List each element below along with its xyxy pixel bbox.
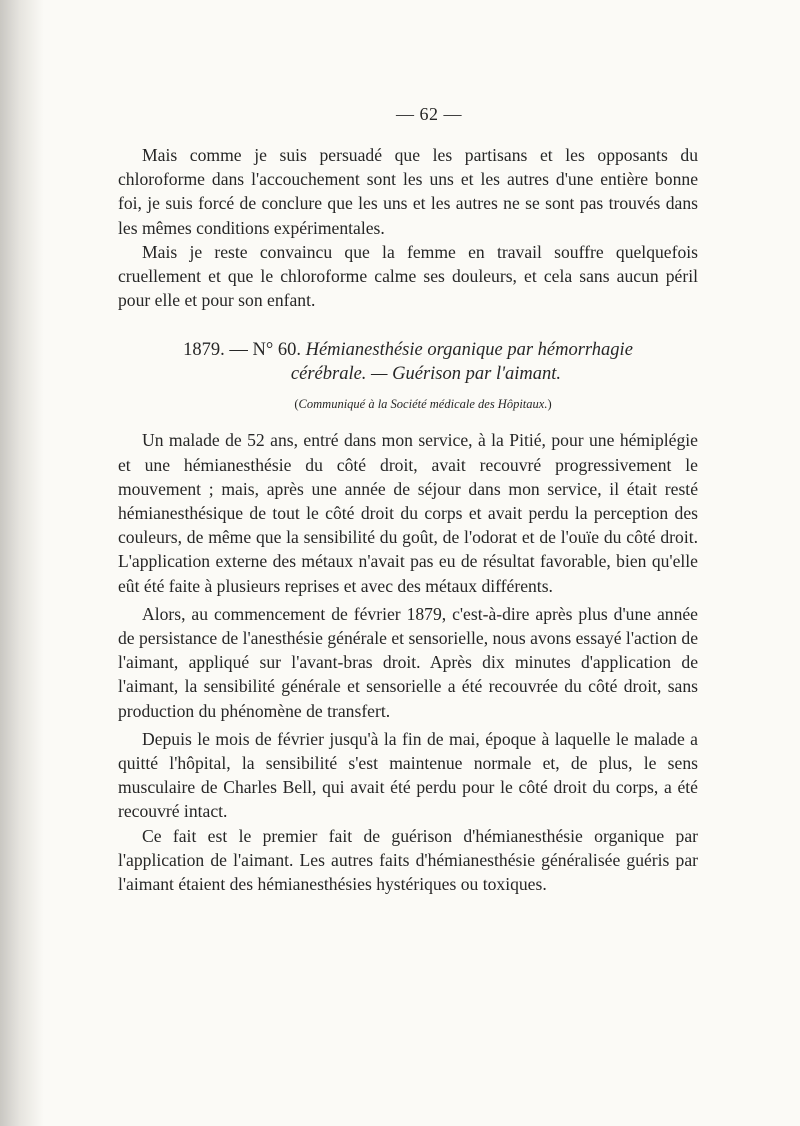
paragraph-magnet: Alors, au commencement de février 1879, c'est-à-dire après plus d'une année de persistance de l'anesthésie générale et sensorielle, nous avons essayé l'action de l'aimant, appliqué sur l'avant-bras droit. Après dix minutes d'application de l'aimant, la sensibilité générale et sensorielle a été recouvrée du côté droit, sans production du phénomène de transfert. [118, 603, 698, 721]
section-title-line1: Hémianesthésie organique par hémorrhagie [305, 340, 633, 361]
section-title-line2: cérébrale. — Guérison par l'aimant. [290, 364, 562, 385]
book-page [118, 104, 698, 896]
paragraph-case: Un malade de 52 ans, entré dans mon service, à la Pitié, pour une hémiplégie et une hémianesthésie du côté droit, avait recouvré progressivement le mouvement ; mais, après une année de séjour dans mon service, il était resté hémianesthésique de tout le côté droit du corps et avait perdu la perception des couleurs, de même que la sensibilité du goût, de l'odorat et de l'ouïe du côté droit. L'application externe des métaux n'avait pas eu de résultat favorable, bien qu'elle eût été faite à plusieurs reprises et avec des métaux différents. [118, 430, 698, 596]
page-gutter-shadow [0, 0, 44, 1126]
section-year: 1879. [183, 340, 225, 361]
section-heading [118, 338, 698, 362]
paragraph-chloroform-2: Mais je reste convaincu que la femme en travail souffre quelquefois cruellement et que le chloroforme calme ses douleurs, et cela sans aucun péril pour elle et pour son enfant. [118, 241, 698, 311]
page-number: — 62 — [396, 104, 462, 124]
communication-text: Communiqué à la Société médicale des Hôpitaux. [298, 397, 548, 412]
paragraph-recovery: Depuis le mois de février jusqu'à la fin de mai, époque à laquelle le malade a quitté l'hôpital, la sensibilité s'est maintenue normale et, de plus, le sens musculaire de Charles Bell, qui avait été perdu pour le côté droit du corps, a été recouvré intact. [118, 728, 698, 822]
section-number: — N° 60. [229, 340, 301, 361]
paragraph-conclusion: Ce fait est le premier fait de guérison d'hémianesthésie organique par l'application de l'aimant. Les autres faits d'hémianesthésie généralisée guéris par l'aimant étaient des hémianesthésies hystériques ou toxiques. [118, 825, 698, 895]
section-communication: (Communiqué à la Société médicale des Hôpitaux.) [294, 397, 552, 412]
paragraph-chloroform-1: Mais comme je suis persuadé que les partisans et les opposants du chloroforme dans l'accouchement sont les uns et les autres d'une entière bonne foi, je suis forcé de conclure que les uns et les autres ne se sont pas trouvés dans les mêmes conditions expérimentales. [118, 145, 698, 238]
